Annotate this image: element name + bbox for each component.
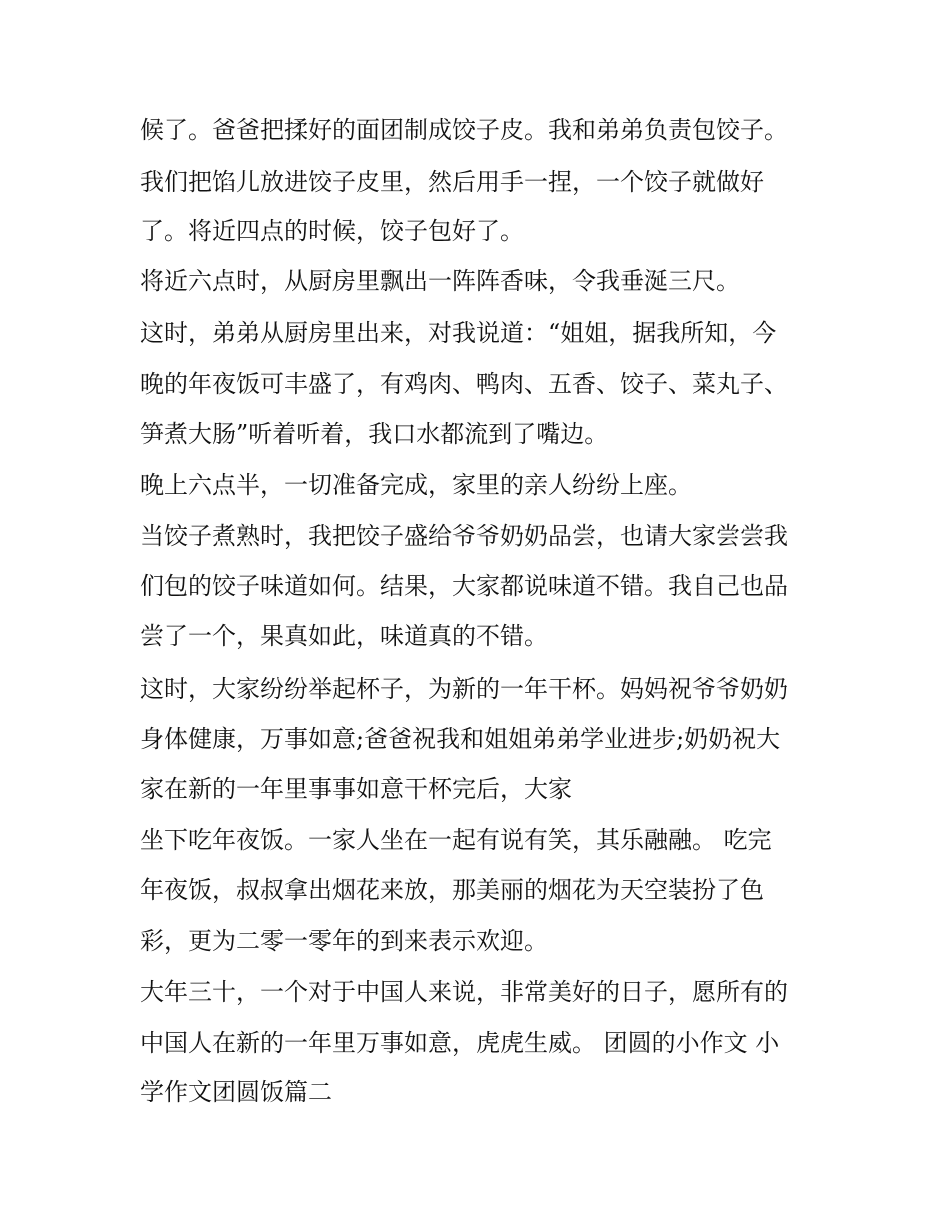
text-line: 了。将近四点的时候，饺子包好了。 bbox=[140, 217, 524, 245]
text-line: 晚上六点半，一切准备完成，家里的亲人纷纷上座。 bbox=[140, 471, 692, 499]
text-line: 年夜饭，叔叔拿出烟花来放，那美丽的烟花为天空装扮了色 bbox=[140, 876, 764, 904]
text-line: 笋煮大肠”听着听着，我口水都流到了嘴边。 bbox=[140, 420, 609, 448]
text-line: 彩，更为二零一零年的到来表示欢迎。 bbox=[140, 927, 548, 955]
text-line: 我们把馅儿放进饺子皮里，然后用手一捏，一个饺子就做好 bbox=[140, 168, 764, 196]
text-line: 坐下吃年夜饭。一家人坐在一起有说有笑，其乐融融。 吃完 bbox=[140, 826, 772, 854]
text-line: 们包的饺子味道如何。结果，大家都说味道不错。我自己也品 bbox=[140, 572, 788, 600]
text-line: 这时，大家纷纷举起杯子，为新的一年干杯。妈妈祝爷爷奶奶 bbox=[140, 675, 788, 703]
text-line: 将近六点时，从厨房里飘出一阵阵香味，令我垂涎三尺。 bbox=[140, 267, 740, 295]
text-line: 学作文团圆饭篇二 bbox=[140, 1078, 332, 1106]
text-line: 候了。爸爸把揉好的面团制成饺子皮。我和弟弟负责包饺子。 bbox=[140, 116, 788, 144]
text-line: 这时，弟弟从厨房里出来，对我说道：“姐姐，据我所知，今 bbox=[140, 319, 777, 347]
text-line: 当饺子煮熟时，我把饺子盛给爷爷奶奶品尝，也请大家尝尝我 bbox=[140, 522, 788, 550]
text-line: 大年三十，一个对于中国人来说，非常美好的日子，愿所有的 bbox=[140, 978, 788, 1006]
text-line: 家在新的一年里事事如意干杯完后，大家 bbox=[140, 775, 572, 803]
text-line: 身体健康，万事如意;爸爸祝我和姐姐弟弟学业进步;奶奶祝大 bbox=[140, 725, 781, 753]
text-line: 尝了一个，果真如此，味道真的不错。 bbox=[140, 622, 548, 650]
text-line: 中国人在新的一年里万事如意，虎虎生威。 团圆的小作文 小 bbox=[140, 1029, 780, 1057]
text-line: 晚的年夜饭可丰盛了，有鸡肉、鸭肉、五香、饺子、菜丸子、 bbox=[140, 370, 788, 398]
